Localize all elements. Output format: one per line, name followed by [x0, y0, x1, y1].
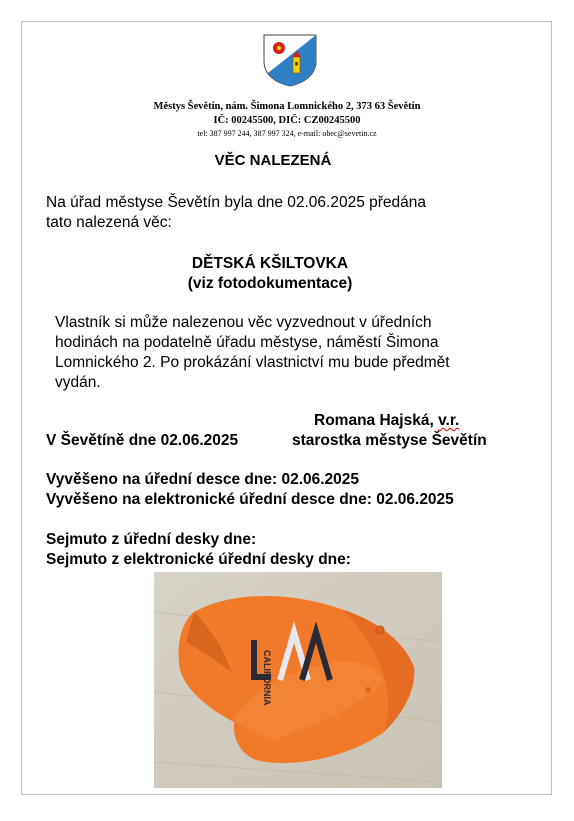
intro-line-2: tato nalezená věc:: [46, 214, 172, 231]
owner-text-line-1: Vlastník si může nalezenou věc vyzvednout v úředních: [55, 314, 432, 331]
header-ids: IČ: 00245500, DIČ: CZ00245500: [213, 115, 361, 126]
posted-board: Vyvěšeno na úřední desce dne: 02.06.2025: [46, 471, 360, 488]
signature-role: starostka městyse Ševětín: [292, 432, 487, 449]
header-address: Městys Ševětín, nám. Šimona Lomnického 2, 373 63 Ševětín: [153, 101, 421, 112]
owner-text-line-2: hodinách na podatelně úřadu městyse, náměstí Šimona: [55, 334, 439, 351]
signature-name: [314, 411, 459, 431]
posted-eboard: Vyvěšeno na elektronické úřední desce dne: 02.06.2025: [46, 491, 454, 508]
removed-board: Sejmuto z úřední desky dne:: [46, 531, 257, 548]
item-name: DĚTSKÁ KŠILTOVKA: [191, 255, 349, 272]
removed-eboard: Sejmuto z elektronické úřední desky dne:: [46, 551, 351, 568]
signature-name-text: Romana Hajská,: [314, 412, 434, 429]
intro-line-1: Na úřad městyse Ševětín byla dne 02.06.2025 předána: [46, 194, 427, 211]
header-contact: tel: 387 997 244, 387 997 324, e-mail: obec@sevetin.cz: [197, 129, 377, 138]
cap-photo: [154, 572, 442, 788]
owner-text-line-4: vydán.: [55, 374, 101, 391]
signature-vr: v.r.: [438, 412, 460, 429]
place-date: V Ševětíně dne 02.06.2025: [46, 432, 239, 449]
cap-print: CALIFORNIA: [262, 650, 272, 706]
page-title: VĚC NALEZENÁ: [214, 152, 332, 169]
item-note: (viz fotodokumentace): [187, 275, 353, 292]
coat-of-arms-icon: [262, 33, 318, 87]
owner-text-line-3: Lomnického 2. Po prokázání vlastnictví mu bude předmět: [55, 354, 450, 371]
